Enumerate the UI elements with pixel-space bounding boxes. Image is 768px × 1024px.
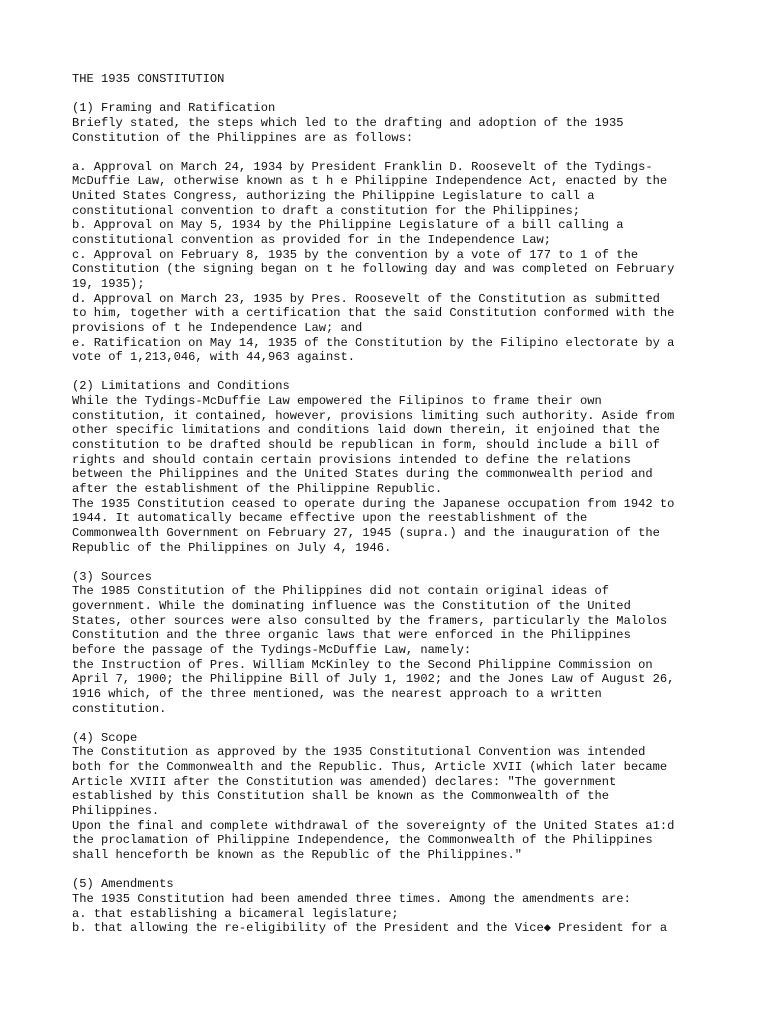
section-heading: (3) Sources bbox=[72, 569, 152, 584]
text-line: Constitution of the Philippines are as follows: bbox=[72, 130, 414, 145]
text-line: shall henceforth be known as the Republic of the Philippines." bbox=[72, 847, 522, 862]
text-line: between the Philippines and the United States during the commonwealth period and bbox=[72, 467, 653, 482]
text-line: the Instruction of Pres. William McKinley to the Second Philippine Commission on bbox=[72, 657, 653, 672]
spacer bbox=[72, 716, 712, 731]
text-line: constitution, it contained, however, provisions limiting such authority. Aside from bbox=[72, 408, 675, 423]
text-line: c. Approval on February 8, 1935 by the convention by a vote of 177 to 1 of the bbox=[72, 247, 639, 262]
text-line: e. Ratification on May 14, 1935 of the Constitution by the Filipino electorate by a bbox=[72, 335, 675, 350]
text-line: McDuffie Law, otherwise known as t h e Philippine Independence Act, enacted by the bbox=[72, 174, 668, 189]
text-line: provisions of t he Independence Law; and bbox=[72, 320, 363, 335]
section-framing-ratification bbox=[72, 101, 712, 365]
section-heading: (2) Limitations and Conditions bbox=[72, 379, 290, 394]
spacer bbox=[72, 87, 712, 102]
text-line: b. Approval on May 5, 1934 by the Philippine Legislature of a bill calling a bbox=[72, 218, 624, 233]
section-heading: (4) Scope bbox=[72, 730, 138, 745]
text-line: While the Tydings-McDuffie Law empowered the Filipinos to frame their own bbox=[72, 394, 602, 409]
text-line: Briefly stated, the steps which led to the drafting and adoption of the 1935 bbox=[72, 115, 624, 130]
text-line: Constitution (the signing began on t he following day and was completed on February bbox=[72, 262, 675, 277]
text-line: Philippines. bbox=[72, 804, 160, 819]
text-line: constitution. bbox=[72, 701, 167, 716]
text-line: rights and should contain certain provisions intended to define the relations bbox=[72, 452, 631, 467]
spacer bbox=[72, 555, 712, 570]
text-line: established by this Constitution shall be known as the Commonwealth of the bbox=[72, 789, 610, 804]
document-title: THE 1935 CONSTITUTION bbox=[72, 72, 225, 86]
text-line: United States Congress, authorizing the Philippine Legislature to call a bbox=[72, 189, 595, 204]
text-line: The 1935 Constitution had been amended three times. Among the amendments are: bbox=[72, 891, 631, 906]
text-line: government. While the dominating influence was the Constitution of the United bbox=[72, 599, 631, 614]
text-line: 1916 which, of the three mentioned, was the nearest approach to a written bbox=[72, 686, 602, 701]
section-heading: (5) Amendments bbox=[72, 877, 174, 892]
text-line: Upon the final and complete withdrawal of the sovereignty of the United States a1:d bbox=[72, 818, 675, 833]
text-line: b. that allowing the re-eligibility of the President and the Vice◆ President for a bbox=[72, 921, 668, 936]
text-line: constitutional convention as provided for in the Independence Law; bbox=[72, 233, 551, 248]
text-line: 1944. It automatically became effective upon the reestablishment of the bbox=[72, 511, 588, 526]
text-line: Republic of the Philippines on July 4, 1946. bbox=[72, 540, 392, 555]
text-line: States, other sources were also consulted by the framers, particularly the Malolos bbox=[72, 613, 668, 628]
text-line: a. Approval on March 24, 1934 by President Franklin D. Roosevelt of the Tydings- bbox=[72, 159, 653, 174]
text-line: Commonwealth Government on February 27, 1945 (supra.) and the inauguration of the bbox=[72, 525, 660, 540]
text-line: The 1935 Constitution ceased to operate during the Japanese occupation from 1942 to bbox=[72, 496, 675, 511]
text-line: d. Approval on March 23, 1935 by Pres. Roosevelt of the Constitution as submitted bbox=[72, 291, 660, 306]
text-line: after the establishment of the Philippine Republic. bbox=[72, 481, 443, 496]
text-line: a. that establishing a bicameral legislature; bbox=[72, 906, 399, 921]
text-line: The Constitution as approved by the 1935 Constitutional Convention was intended bbox=[72, 745, 646, 760]
spacer bbox=[72, 863, 712, 878]
spacer bbox=[72, 365, 712, 380]
text-line: 19, 1935); bbox=[72, 276, 145, 291]
section-sources bbox=[72, 570, 712, 716]
section-scope bbox=[72, 731, 712, 863]
text-line: before the passage of the Tydings-McDuffie Law, namely: bbox=[72, 642, 472, 657]
text-line: constitutional convention to draft a constitution for the Philippines; bbox=[72, 203, 581, 218]
text-line: Constitution and the three organic laws that were enforced in the Philippines bbox=[72, 628, 631, 643]
text-line: April 7, 1900; the Philippine Bill of July 1, 1902; and the Jones Law of August 26, bbox=[72, 672, 675, 687]
text-line: vote of 1,213,046, with 44,963 against. bbox=[72, 350, 356, 365]
text-line: the proclamation of Philippine Independence, the Commonwealth of the Philippines bbox=[72, 833, 653, 848]
text-line bbox=[72, 145, 712, 160]
section-limitations-conditions bbox=[72, 379, 712, 555]
text-line: The 1985 Constitution of the Philippines did not contain original ideas of bbox=[72, 584, 610, 599]
text-line: Article XVIII after the Constitution was amended) declares: "The government bbox=[72, 774, 617, 789]
text-line: to him, together with a certification that the said Constitution conformed with the bbox=[72, 306, 675, 321]
text-line: other specific limitations and conditions laid down therein, it enjoined that the bbox=[72, 423, 660, 438]
section-amendments bbox=[72, 877, 712, 936]
document-page bbox=[72, 72, 712, 936]
section-heading: (1) Framing and Ratification bbox=[72, 101, 276, 116]
text-line: constitution to be drafted should be republican in form, should include a bill of bbox=[72, 438, 660, 453]
text-line: both for the Commonwealth and the Republic. Thus, Article XVII (which later became bbox=[72, 760, 668, 775]
